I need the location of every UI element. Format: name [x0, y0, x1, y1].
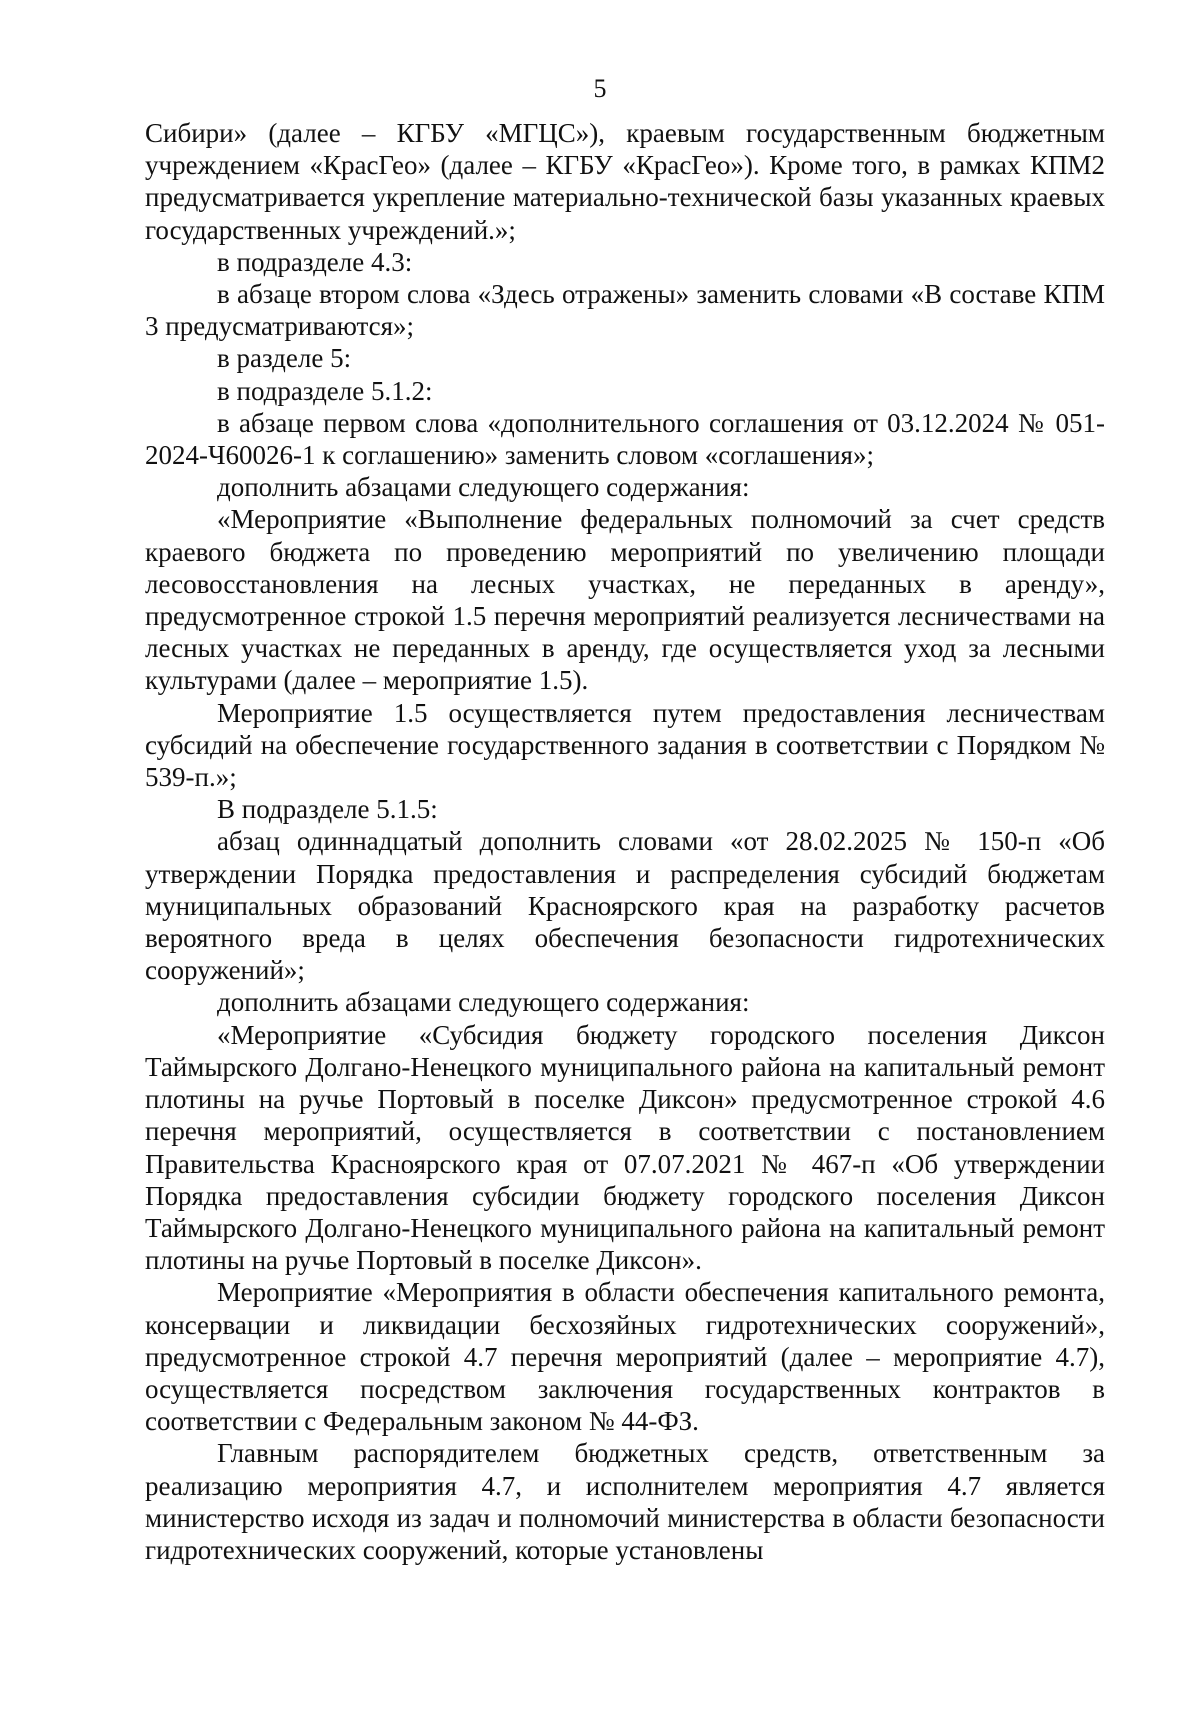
- paragraph-first-paragraph-change: в абзаце первом слова «дополнительного соглашения от 03.12.2024 № 051-2024-Ч60026-1 к соглашению» заменить словом «соглашения»;: [145, 407, 1105, 471]
- paragraph-continuation: Сибири» (далее – КГБУ «МГЦС»), краевым государственным бюджетным учреждением «КрасГео» (далее – КГБУ «КрасГео»). Кроме того, в рамках КПМ2 предусматривается укрепление материально-технической базы указанных краевых государственных учреждений.»;: [145, 118, 1105, 245]
- document-body: [145, 117, 1105, 1566]
- paragraph-measure-1-5: «Мероприятие «Выполнение федеральных полномочий за счет средств краевого бюджета по проведению мероприятий по увеличению площади лесовосстановления на лесных участках, не переданных в аренду», предусмотренное строкой 1.5 перечня мероприятий реализуется лесничествами на лесных участках не переданных в аренду, где осуществляется уход за лесными культурами (далее – мероприятие 1.5).: [145, 504, 1105, 696]
- paragraph-subsection-5-1-5: В подразделе 5.1.5:: [217, 794, 438, 825]
- paragraph-replace-words: в абзаце втором слова «Здесь отражены» заменить словами «В составе КПМ 3 предусматриваются»;: [145, 279, 1105, 342]
- page-number: 5: [593, 74, 607, 103]
- paragraph-eleventh-addition: абзац одиннадцатый дополнить словами «от 28.02.2025 № 150-п «Об утверждении Порядка предоставления и распределения субсидий бюджетам муниципальных образований Красноярского края на разработку расчетов вероятного вреда в целях обеспечения безопасности гидротехнических сооружений»;: [145, 826, 1105, 986]
- paragraph-main-administrator: Главным распорядителем бюджетных средств, ответственным за реализацию мероприятия 4.7, и исполнителем мероприятия 4.7 является министерство исходя из задач и полномочий министерства в области безопасности гидротехнических сооружений, которые установлены: [145, 1438, 1105, 1565]
- paragraph-measure-1-5-subsidy: Мероприятие 1.5 осуществляется путем предоставления лесничествам субсидий на обеспечение государственного задания в соответствии с Порядком № 539-п.»;: [145, 697, 1105, 793]
- paragraph-add-paragraphs: дополнить абзацами следующего содержания:: [217, 472, 750, 503]
- paragraph-measure-4-7: Мероприятие «Мероприятия в области обеспечения капитального ремонта, консервации и ликвидации бесхозяйных гидротехнических сооружений», предусмотренное строкой 4.7 перечня мероприятий (далее – мероприятие 4.7), осуществляется посредством заключения государственных контрактов в соответствии с Федеральным законом № 44-ФЗ.: [145, 1277, 1105, 1437]
- paragraph-subsection-5-1-2: в подразделе 5.1.2:: [217, 375, 433, 406]
- paragraph-section-5: в разделе 5:: [217, 343, 352, 374]
- paragraph-measure-4-6: «Мероприятие «Субсидия бюджету городского поселения Диксон Таймырского Долгано-Ненецкого муниципального района на капитальный ремонт плотины на ручье Портовый в поселке Диксон» предусмотренное строкой 4.6 перечня мероприятий, осуществляется в соответствии с постановлением Правительства Красноярского края от 07.07.2021 № 467-п «Об утверждении Порядка предоставления субсидии бюджету городского поселения Диксон Таймырского Долгано-Ненецкого муниципального района на капитальный ремонт плотины на ручье Портовый в поселке Диксон».: [145, 1019, 1105, 1276]
- paragraph-subsection-4-3: в подразделе 4.3:: [217, 246, 413, 277]
- paragraph-add-paragraphs-2: дополнить абзацами следующего содержания:: [217, 987, 750, 1018]
